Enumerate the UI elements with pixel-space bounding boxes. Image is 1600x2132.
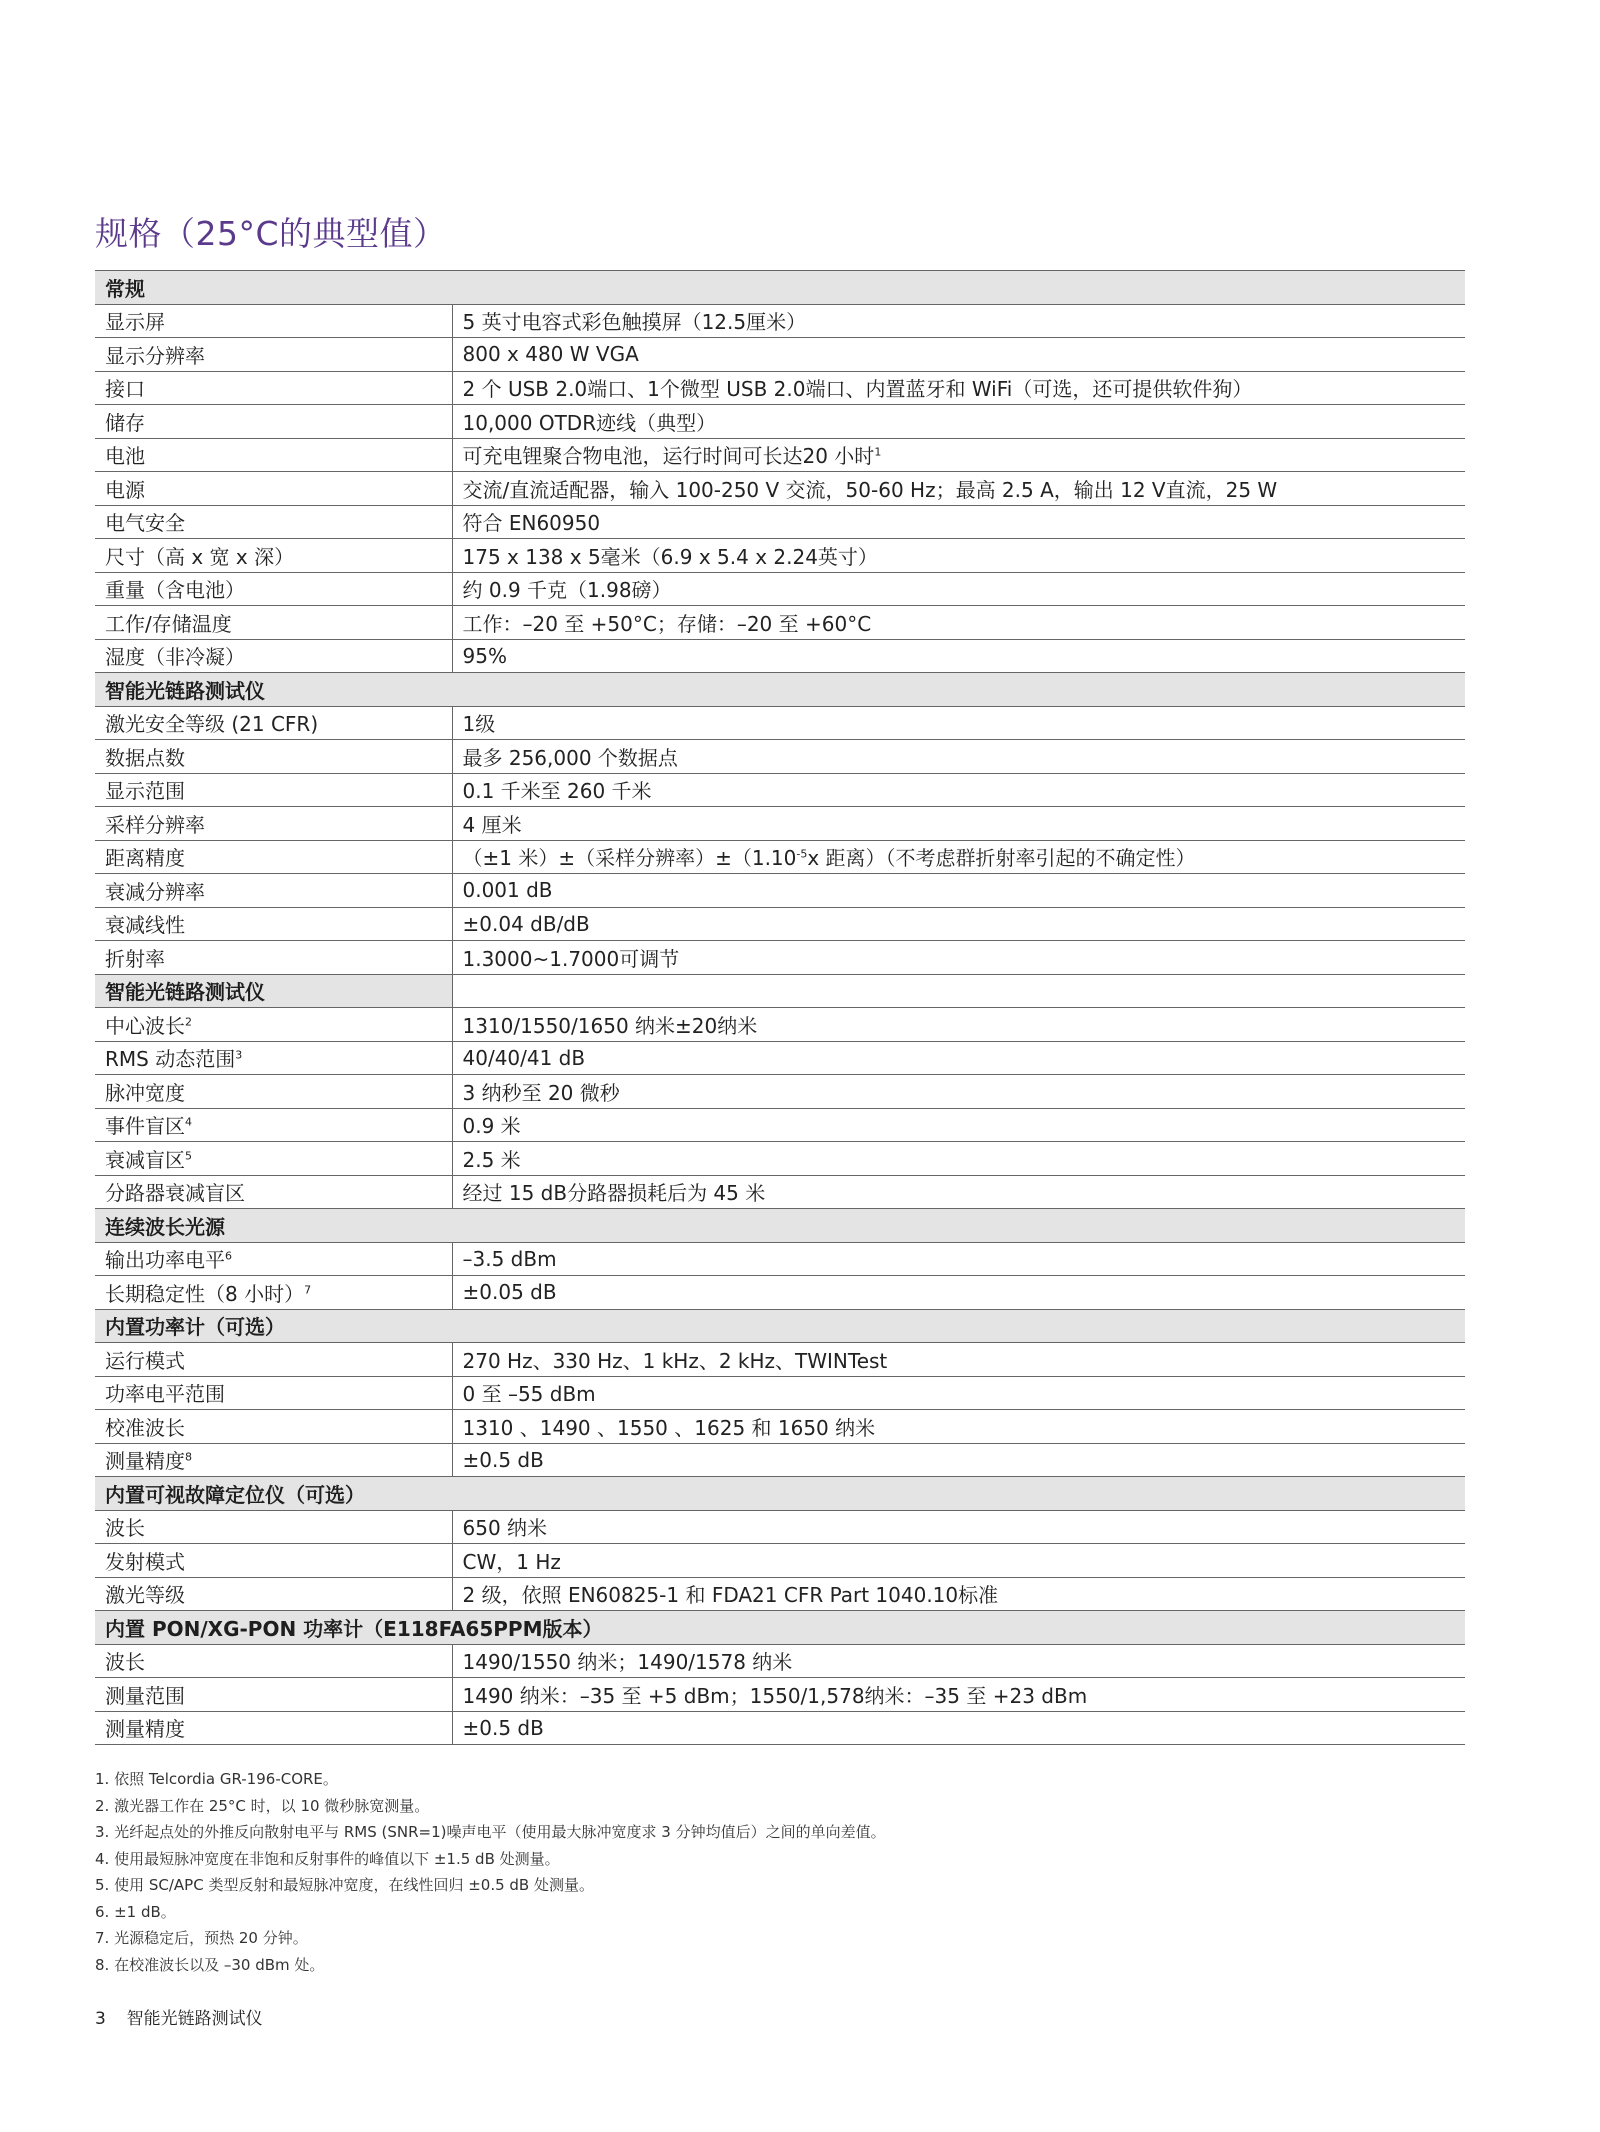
spec-value	[452, 1142, 1465, 1176]
spec-label-text: 衰减分辨率	[105, 879, 205, 904]
footnote-item: 8. 在校准波长以及 –30 dBm 处。	[95, 1955, 325, 1974]
spec-label-text: 数据点数	[105, 745, 185, 770]
spec-row	[95, 1276, 1465, 1310]
footnote-ref: 8	[185, 1450, 192, 1464]
spec-label	[95, 1678, 452, 1712]
spec-value-text: 175 x 138 x 5毫米（6.9 x 5.4 x 2.24英寸）	[462, 544, 878, 569]
spec-value	[452, 807, 1465, 841]
spec-row	[95, 1175, 1465, 1209]
spec-label	[95, 907, 452, 941]
spec-label	[95, 472, 452, 506]
section-header	[95, 1477, 1465, 1511]
spec-label-text: 激光安全等级 (21 CFR)	[105, 712, 319, 737]
spec-row	[95, 304, 1465, 338]
spec-value-text: （±1 米）±（采样分辨率）±（1.10	[462, 846, 797, 871]
spec-row	[95, 438, 1465, 472]
spec-row	[95, 1410, 1465, 1444]
spec-value-text: 工作：–20 至 +50°C；存储：–20 至 +60°C	[462, 611, 872, 636]
footer-product-name: 智能光链路测试仪	[126, 2009, 263, 2029]
spec-label-text: 工作/存储温度	[105, 611, 232, 636]
spec-value	[452, 639, 1465, 673]
spec-value	[452, 1443, 1465, 1477]
spec-value-text: 1.3000~1.7000可调节	[462, 946, 680, 971]
spec-row	[95, 606, 1465, 640]
spec-value-text: 2 级，依照 EN60825-1 和 FDA21 CFR Part 1040.10标准	[462, 1583, 999, 1608]
spec-row	[95, 773, 1465, 807]
spec-value-text: 经过 15 dB分路器损耗后为 45 米	[462, 1181, 766, 1206]
spec-label-text: 激光等级	[105, 1583, 185, 1608]
footnote-item: 4. 使用最短脉冲宽度在非饱和反射事件的峰值以下 ±1.5 dB 处测量。	[95, 1849, 560, 1868]
spec-label	[95, 1410, 452, 1444]
spec-value	[452, 405, 1465, 439]
spec-row	[95, 1075, 1465, 1109]
spec-value-text: 3 纳秒至 20 微秒	[462, 1080, 620, 1105]
spec-label	[95, 1343, 452, 1377]
spec-value-text-cont: x 距离）（不考虑群折射率引起的不确定性）	[807, 846, 1196, 871]
spec-label	[95, 706, 452, 740]
spec-row	[95, 807, 1465, 841]
spec-label-text: 湿度（非冷凝）	[105, 645, 245, 670]
spec-label-text: 事件盲区	[105, 1114, 185, 1139]
spec-value	[452, 1678, 1465, 1712]
spec-row	[95, 1041, 1465, 1075]
footnote-item: 2. 激光器工作在 25°C 时，以 10 微秒脉宽测量。	[95, 1796, 430, 1815]
footnote-item: 1. 依照 Telcordia GR-196-CORE。	[95, 1770, 338, 1788]
spec-value	[452, 539, 1465, 573]
spec-value-text: 0 至 –55 dBm	[462, 1382, 596, 1407]
spec-value-text: 0.001 dB	[462, 878, 553, 903]
section-header	[95, 673, 1465, 707]
spec-label-text: 储存	[105, 410, 145, 435]
section-title: 智能光链路测试仪	[95, 974, 452, 1008]
spec-label	[95, 405, 452, 439]
spec-value-text: 1490 纳米：–35 至 +5 dBm；1550/1,578纳米：–35 至 +23 dBm	[462, 1683, 1088, 1708]
spec-value-text: ±0.5 dB	[462, 1715, 544, 1740]
spec-label	[95, 1075, 452, 1109]
spec-value	[452, 907, 1465, 941]
section-header	[95, 974, 1465, 1008]
spec-label	[95, 1041, 452, 1075]
spec-row	[95, 572, 1465, 606]
superscript: 1	[874, 445, 882, 459]
spec-label-text: 衰减盲区	[105, 1147, 185, 1172]
footnote-ref: 4	[185, 1115, 192, 1129]
spec-value-text: 0.1 千米至 260 千米	[462, 779, 652, 804]
spec-label-text: 显示分辨率	[105, 343, 205, 368]
spec-value	[452, 438, 1465, 472]
spec-label-text: 电源	[105, 477, 145, 502]
spec-value-text: 95%	[462, 643, 507, 668]
page-title: 规格（25°C的典型值）	[95, 214, 447, 253]
section-title: 智能光链路测试仪	[95, 673, 1465, 707]
footnote-item: 7. 光源稳定后，预热 20 分钟。	[95, 1929, 308, 1947]
spec-value-text: ±0.04 dB/dB	[462, 911, 590, 936]
spec-label	[95, 740, 452, 774]
spec-table	[95, 270, 1465, 1745]
spec-value-text: 2.5 米	[462, 1147, 521, 1172]
spec-row	[95, 941, 1465, 975]
spec-label-text: 尺寸（高 x 宽 x 深）	[105, 544, 295, 569]
spec-label	[95, 338, 452, 372]
spec-row	[95, 1443, 1465, 1477]
spec-value	[452, 1276, 1465, 1310]
spec-label	[95, 1276, 452, 1310]
spec-row	[95, 1242, 1465, 1276]
spec-row	[95, 1644, 1465, 1678]
spec-value	[452, 1577, 1465, 1611]
spec-value	[452, 304, 1465, 338]
spec-row	[95, 1678, 1465, 1712]
spec-row	[95, 405, 1465, 439]
page-number: 3	[95, 2009, 106, 2029]
spec-label-text: 发射模式	[105, 1549, 185, 1574]
spec-value-text: 1310 、1490 、1550 、1625 和 1650 纳米	[462, 1415, 876, 1440]
spec-label-text: 运行模式	[105, 1348, 185, 1373]
spec-label	[95, 505, 452, 539]
spec-row	[95, 539, 1465, 573]
section-header	[95, 1309, 1465, 1343]
spec-label-text: 电池	[105, 444, 145, 469]
spec-label-text: 折射率	[105, 946, 165, 971]
spec-value	[452, 740, 1465, 774]
spec-value	[452, 706, 1465, 740]
spec-row	[95, 1376, 1465, 1410]
spec-value	[452, 1711, 1465, 1745]
spec-value	[452, 1008, 1465, 1042]
spec-value-text: 1310/1550/1650 纳米±20纳米	[462, 1013, 758, 1038]
spec-row	[95, 1108, 1465, 1142]
spec-label-text: 测量精度	[105, 1717, 185, 1742]
spec-label-text: RMS 动态范围	[105, 1047, 236, 1072]
spec-row	[95, 706, 1465, 740]
spec-value	[452, 338, 1465, 372]
spec-label	[95, 606, 452, 640]
spec-value	[452, 1343, 1465, 1377]
spec-label-text: 电气安全	[105, 511, 185, 536]
spec-value-text: 5 英寸电容式彩色触摸屏（12.5厘米）	[462, 310, 807, 335]
spec-label	[95, 1510, 452, 1544]
footnote-item: 3. 光纤起点处的外推反向散射电平与 RMS (SNR=1)噪声电平（使用最大脉冲宽度求 3 分钟均值后）之间的单向差值。	[95, 1823, 886, 1841]
spec-value	[452, 371, 1465, 405]
spec-value	[452, 1510, 1465, 1544]
spec-label-text: 波长	[105, 1650, 145, 1675]
spec-label	[95, 371, 452, 405]
superscript: -5	[796, 847, 808, 861]
section-title: 连续波长光源	[95, 1209, 1465, 1243]
spec-value-text: 10,000 OTDR迹线（典型）	[462, 410, 717, 435]
spec-label-text: 显示范围	[105, 779, 185, 804]
section-title: 内置可视故障定位仪（可选）	[95, 1477, 1465, 1511]
spec-row	[95, 472, 1465, 506]
spec-row	[95, 1510, 1465, 1544]
spec-value	[452, 1644, 1465, 1678]
spec-label	[95, 1108, 452, 1142]
footnote-ref: 3	[235, 1048, 243, 1062]
spec-label-text: 输出功率电平	[105, 1248, 225, 1273]
spec-value-text: 0.9 米	[462, 1114, 521, 1139]
spec-value-text: 1490/1550 纳米；1490/1578 纳米	[462, 1650, 793, 1675]
footnote-item: 5. 使用 SC/APC 类型反射和最短脉冲宽度，在线性回归 ±0.5 dB 处测量。	[95, 1876, 594, 1894]
spec-row	[95, 874, 1465, 908]
spec-value	[452, 1544, 1465, 1578]
spec-row	[95, 907, 1465, 941]
spec-label	[95, 438, 452, 472]
spec-label-text: 脉冲宽度	[105, 1080, 185, 1105]
section-title: 内置 PON/XG-PON 功率计（E118FA65PPM版本）	[95, 1611, 1465, 1645]
footnote-ref: 2	[185, 1015, 192, 1029]
spec-label	[95, 1142, 452, 1176]
spec-value-text: 交流/直流适配器，输入 100-250 V 交流，50-60 Hz；最高 2.5 A，输出 12 V直流，25 W	[462, 477, 1278, 502]
spec-value-text: 可充电锂聚合物电池，运行时间可长达20 小时	[462, 444, 875, 469]
footnotes	[95, 1766, 1465, 1978]
spec-label-text: 采样分辨率	[105, 812, 205, 837]
spec-row	[95, 1343, 1465, 1377]
spec-label	[95, 1711, 452, 1745]
spec-label	[95, 639, 452, 673]
spec-value	[452, 941, 1465, 975]
spec-label-text: 校准波长	[105, 1415, 185, 1440]
section-title: 常规	[95, 271, 1465, 305]
spec-label-text: 测量精度	[105, 1449, 185, 1474]
spec-label	[95, 773, 452, 807]
spec-value	[452, 1041, 1465, 1075]
spec-value-text: ±0.05 dB	[462, 1280, 557, 1305]
spec-label	[95, 1008, 452, 1042]
spec-value	[452, 773, 1465, 807]
spec-label	[95, 941, 452, 975]
spec-label-text: 显示屏	[105, 310, 165, 335]
spec-value	[452, 1242, 1465, 1276]
spec-label-text: 功率电平范围	[105, 1382, 225, 1407]
spec-value	[452, 472, 1465, 506]
spec-label-text: 长期稳定性（8 小时）	[105, 1281, 305, 1306]
spec-value-text: CW，1 Hz	[462, 1549, 561, 1574]
section-spacer	[452, 974, 1465, 1008]
spec-label	[95, 840, 452, 874]
spec-label-text: 重量（含电池）	[105, 578, 245, 603]
spec-label	[95, 807, 452, 841]
spec-label	[95, 1242, 452, 1276]
spec-value-text: 2 个 USB 2.0端口、1个微型 USB 2.0端口、内置蓝牙和 WiFi（可选，还可提供软件狗）	[462, 377, 1253, 402]
spec-value-text: 约 0.9 千克（1.98磅）	[462, 578, 672, 603]
spec-value-text: 符合 EN60950	[462, 511, 601, 536]
spec-row	[95, 1142, 1465, 1176]
spec-value	[452, 1376, 1465, 1410]
spec-value-text: –3.5 dBm	[462, 1246, 557, 1271]
spec-value	[452, 606, 1465, 640]
spec-row	[95, 1008, 1465, 1042]
spec-row	[95, 371, 1465, 405]
spec-label-text: 测量范围	[105, 1683, 185, 1708]
spec-row	[95, 639, 1465, 673]
section-header	[95, 1209, 1465, 1243]
spec-row	[95, 1577, 1465, 1611]
spec-label-text: 分路器衰减盲区	[105, 1181, 245, 1206]
spec-value-text: 800 x 480 W VGA	[462, 342, 639, 367]
footnote-ref: 5	[185, 1149, 192, 1163]
spec-value-text: 270 Hz、330 Hz、1 kHz、2 kHz、TWINTest	[462, 1348, 888, 1373]
spec-value-text: 4 厘米	[462, 812, 522, 837]
footnote-ref: 7	[304, 1283, 312, 1297]
spec-value-text: ±0.5 dB	[462, 1447, 544, 1472]
spec-label-text: 衰减线性	[105, 913, 185, 938]
spec-value-text: 1级	[462, 712, 496, 737]
spec-row	[95, 505, 1465, 539]
section-title: 内置功率计（可选）	[95, 1309, 1465, 1343]
spec-value	[452, 1410, 1465, 1444]
spec-value-text: 40/40/41 dB	[462, 1045, 586, 1070]
spec-value	[452, 1108, 1465, 1142]
spec-value-text: 最多 256,000 个数据点	[462, 745, 678, 770]
spec-value-text: 650 纳米	[462, 1516, 548, 1541]
spec-label	[95, 1577, 452, 1611]
spec-row	[95, 1544, 1465, 1578]
spec-label	[95, 1443, 452, 1477]
spec-label	[95, 572, 452, 606]
spec-row	[95, 1711, 1465, 1745]
spec-value	[452, 840, 1465, 874]
spec-label-text: 波长	[105, 1516, 145, 1541]
spec-value	[452, 505, 1465, 539]
section-header	[95, 271, 1465, 305]
spec-label-text: 距离精度	[105, 846, 185, 871]
spec-label	[95, 1376, 452, 1410]
spec-label	[95, 1644, 452, 1678]
spec-label	[95, 1175, 452, 1209]
page-footer	[95, 2004, 263, 2029]
section-header	[95, 1611, 1465, 1645]
spec-label	[95, 874, 452, 908]
spec-value	[452, 874, 1465, 908]
spec-row	[95, 840, 1465, 874]
spec-label-text: 接口	[105, 377, 145, 402]
spec-value	[452, 1075, 1465, 1109]
spec-value	[452, 572, 1465, 606]
spec-label	[95, 304, 452, 338]
spec-row	[95, 740, 1465, 774]
spec-value	[452, 1175, 1465, 1209]
spec-row	[95, 338, 1465, 372]
footnote-ref: 6	[225, 1249, 232, 1263]
footnote-item: 6. ±1 dB。	[95, 1902, 176, 1921]
spec-label	[95, 1544, 452, 1578]
spec-label-text: 中心波长	[105, 1013, 185, 1038]
spec-label	[95, 539, 452, 573]
